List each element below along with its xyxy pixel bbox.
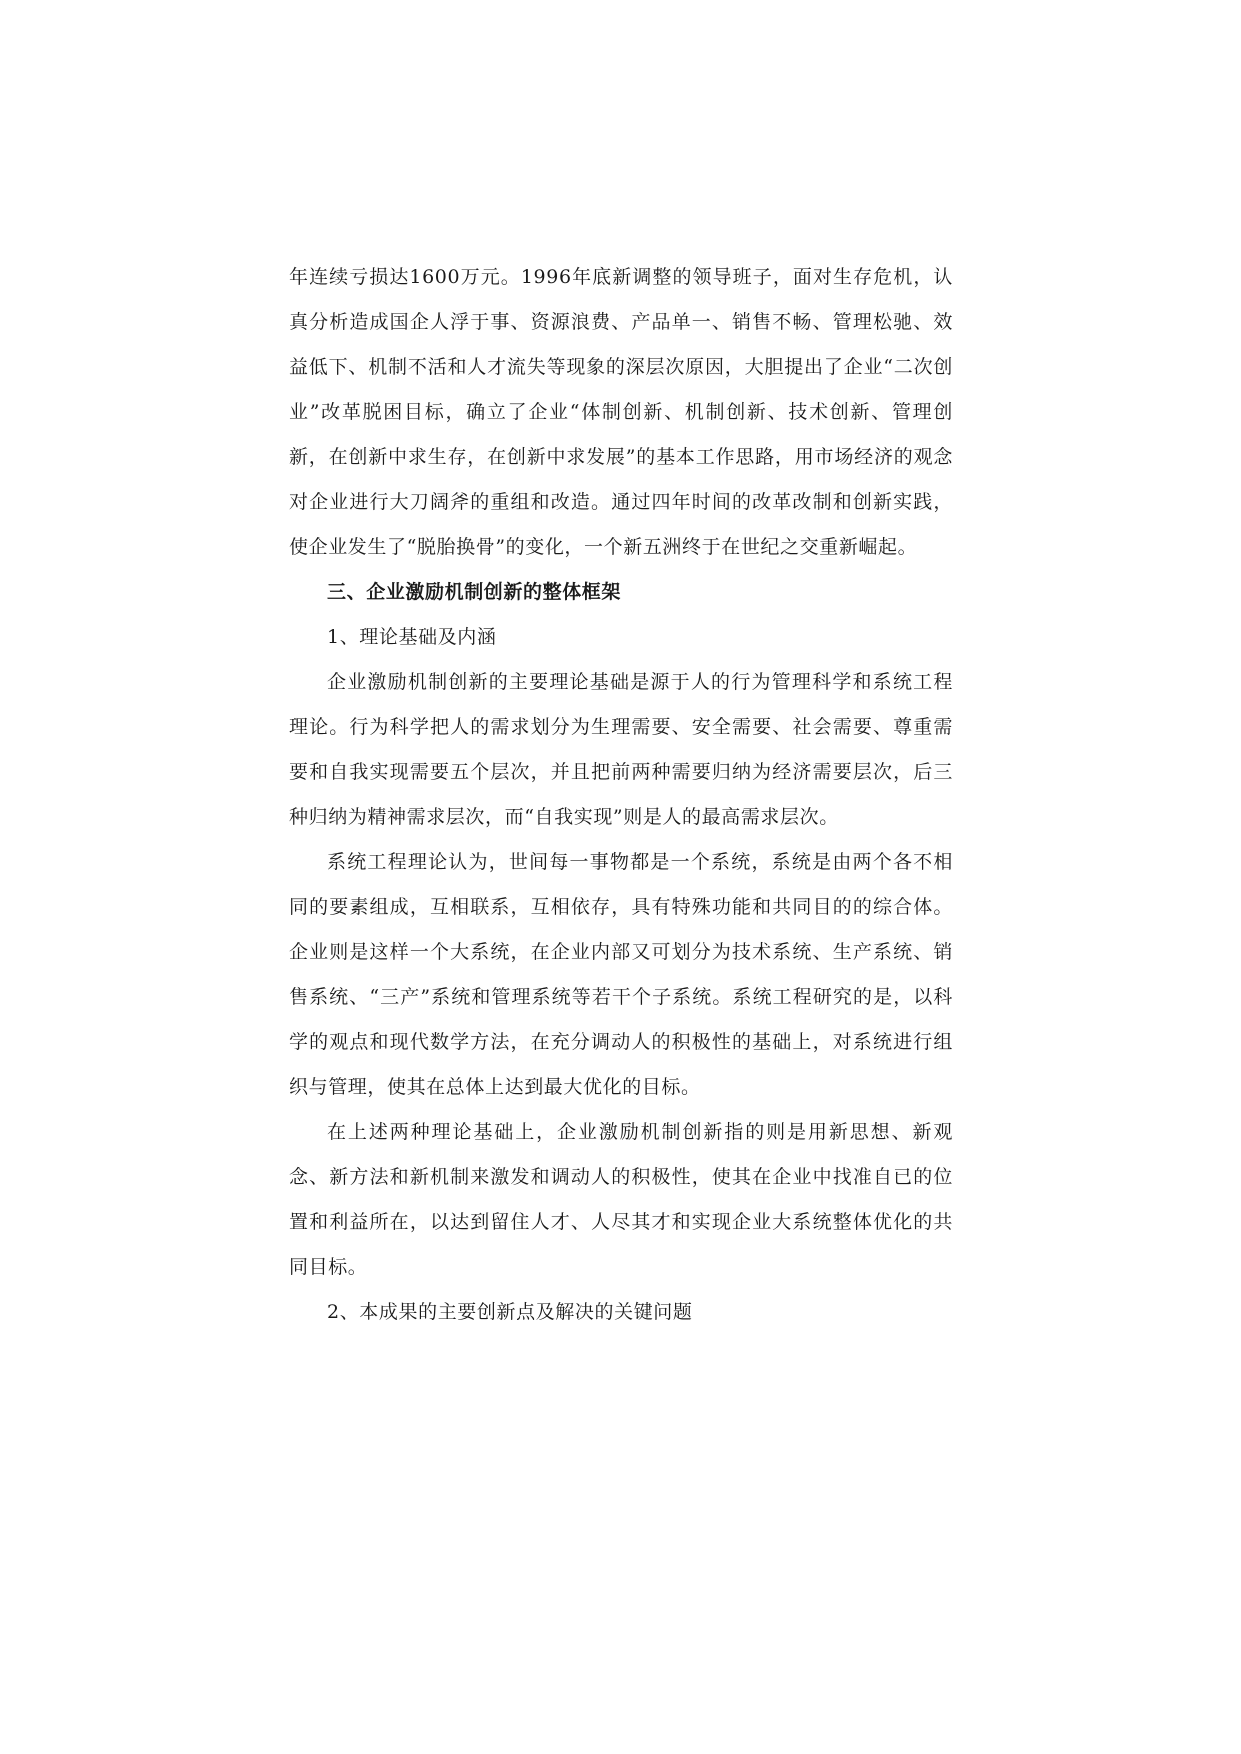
body-paragraph: 在上述两种理论基础上，企业激励机制创新指的则是用新思想、新观念、新方法和新机制来激发和调动人的积极性，使其在企业中找准自已的位置和利益所在，以达到留住人才、人尽其才和实现企业大系统整体优化的共同目标。	[289, 1121, 953, 1278]
body-paragraph: 系统工程理论认为，世间每一事物都是一个系统，系统是由两个各不相同的要素组成，互相联系，互相依存，具有特殊功能和共同目的的综合体。企业则是这样一个大系统，在企业内部又可划分为技术系统、生产系统、销售系统、“三产”系统和管理系统等若干个子系统。系统工程研究的是，以科学的观点和现代数学方法，在充分调动人的积极性的基础上，对系统进行组织与管理，使其在总体上达到最大优化的目标。	[289, 851, 953, 1098]
section-heading: 三、企业激励机制创新的整体框架	[327, 581, 622, 603]
subsection-heading-innovations: 2、本成果的主要创新点及解决的关键问题	[327, 1301, 693, 1323]
body-paragraph-continued: 年连续亏损达1600万元。1996年底新调整的领导班子，面对生存危机，认真分析造成国企人浮于事、资源浪费、产品单一、销售不畅、管理松驰、效益低下、机制不活和人才流失等现象的深层次原因，大胆提出了企业“二次创业”改革脱困目标，确立了企业“体制创新、机制创新、技术创新、管理创新，在创新中求生存，在创新中求发展”的基本工作思路，用市场经济的观念对企业进行大刀阔斧的重组和改造。通过四年时间的改革改制和创新实践，使企业发生了“脱胎换骨”的变化，一个新五洲终于在世纪之交重新崛起。	[289, 266, 953, 558]
subsection-heading-theory: 1、理论基础及内涵	[327, 626, 497, 648]
body-paragraph: 企业激励机制创新的主要理论基础是源于人的行为管理科学和系统工程理论。行为科学把人的需求划分为生理需要、安全需要、社会需要、尊重需要和自我实现需要五个层次，并且把前两种需要归纳为经济需要层次，后三种归纳为精神需求层次，而“自我实现”则是人的最高需求层次。	[289, 671, 953, 828]
document-body	[289, 255, 953, 1335]
